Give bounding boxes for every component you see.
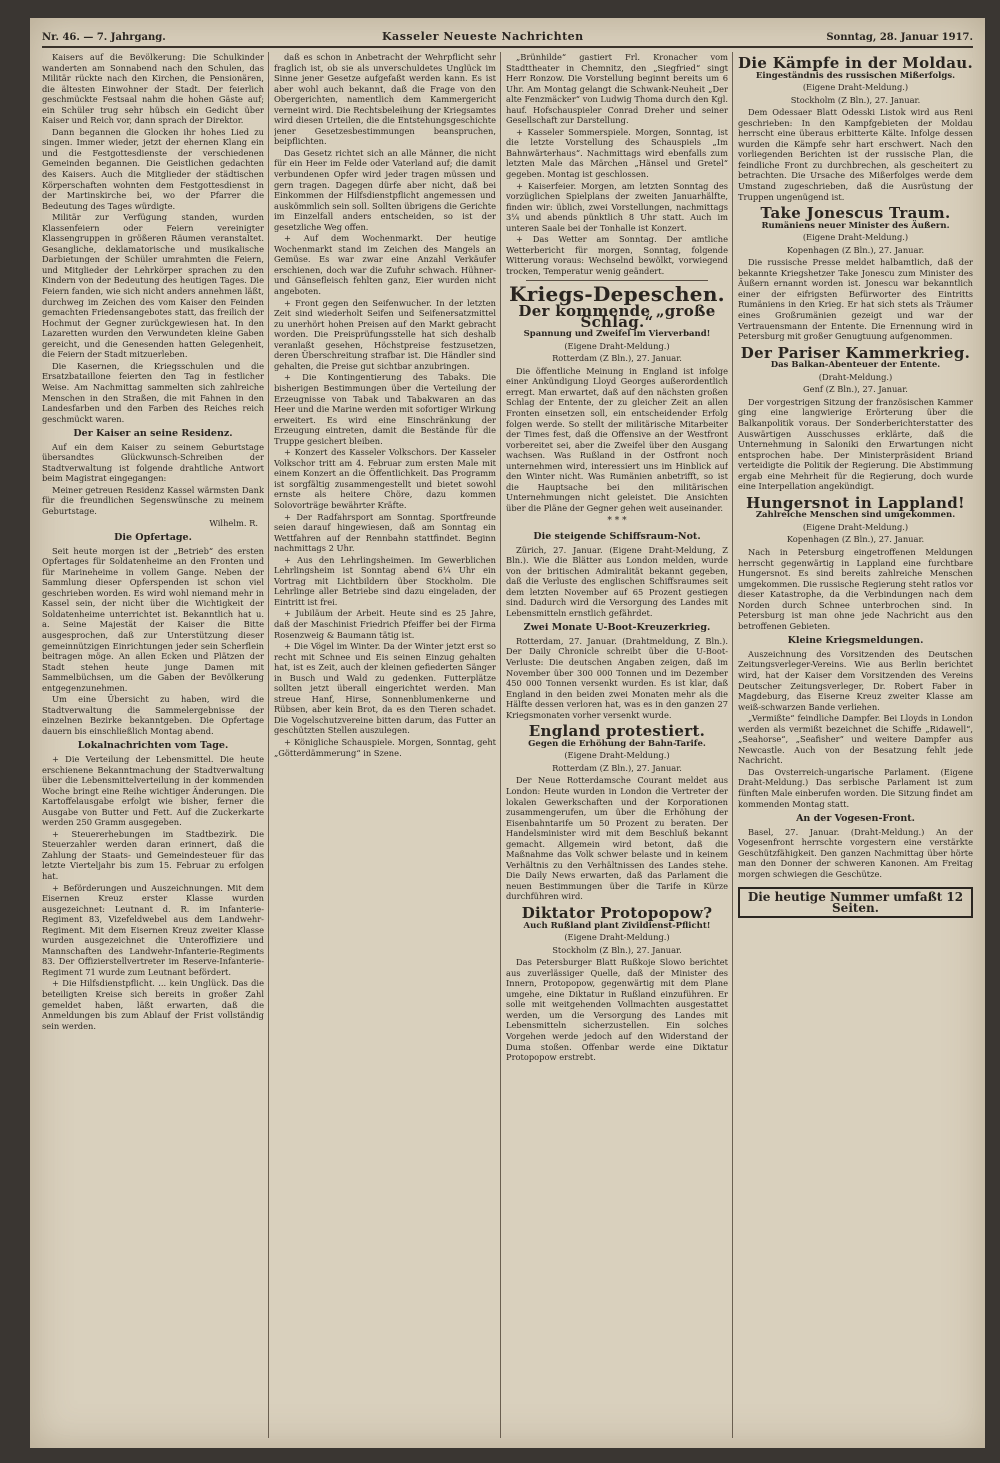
subheadline: Spannung und Zweifel im Vierverband! [523,329,711,340]
headline: Diktator Protopopow? [521,904,713,923]
dateline: Stockholm (Z Bln.), 27. Januar. [790,94,921,105]
subheadline: Eingeständnis des russischen Mißerfolgs. [755,70,956,81]
section-heading: An der Vogesen-Front. [796,813,915,825]
paragraph: Das Gesetz richtet sich an alle Männer, die nicht für ein Heer im Felde oder Vaterland auf; die damit verbundenen Opfer wird jeder tragen müssen und gern tragen. Dagegen dürfe aber nicht, daß bei Einkommen der Hilfsdienstpflicht angemessen und auskömmlich sein soll. Sollten übrigens die Gerichte im Einzelfall anders entscheiden, so ist der gesetzliche Weg offen. [274,147,496,232]
headline: England protestiert. [528,722,706,741]
headline: Der kommende „große Schlag.“ [518,302,716,331]
headline: Take Jonescus Traum. [760,204,951,223]
dateline: Stockholm (Z Bln.), 27. Januar. [552,944,682,955]
paragraph: + Steuererhebungen im Stadtbezirk. Die Steuerzahler werden daran erinnert, daß die Zahlung der Staats- und Gemeindesteuer für das letzte Vierteljahr bis zum 15. Februar zu erfolgen hat. [42,828,264,882]
section-heading: Die Opfertage. [114,532,192,544]
column-1 [42,52,264,1438]
paragraph: + Kaiserfeier. Morgen, am letzten Sonntag des vorzüglichen Spielplans der zweiten Januarhälfte, finden wir: üblich, zwei Vorstellungen, nachmittags 3¼ und abends pünktlich 8 Uhr statt. Auch im unteren Saale bei der Tonhalle ist Konzert. [506,180,728,233]
paragraph: Seit heute morgen ist der „Betrieb“ des ersten Opfertages für Soldatenheime an den Fronten und für Marineheime in vollem Gange. Neben der Sammlung dieser Opferspenden ist schon viel geschrieben worden. Es wird wohl niemand mehr in Kassel sein, der nicht über die Wichtigkeit der Soldatenheime unterrichtet ist. Bekanntlich hat u. a. Seine Majestät der Kaiser die Bitte ausgesprochen, daß zur Unterstützung dieser gemeinnützigen Einrichtungen jeder sein Scherflein beitragen möge. An allen Ecken und Plätzen der Stadt stehen heute junge Damen mit Sammelbüchsen, um die Gaben der Bevölkerung entgegenzunehmen. [42,545,264,693]
paragraph: Dann begannen die Glocken ihr hohes Lied zu singen. Immer wieder, jetzt der ehernen Klang ein und die Festgottesdienste der verschiedenen Gemeinden begannen. Die Geistlichen gedachten des Kaisers. Auch die Mitglieder der städtischen Körperschaften wohnten dem Festgottesdienst in der Martinskirche bei, wo der Pfarrer die Bedeutung des Tages würdigte. [42,126,264,211]
column-rule [268,52,269,1438]
dateline: Rotterdam (Z Bln.), 27. Januar. [552,762,682,773]
paragraph: + Der Radfahrsport am Sonntag. Sportfreunde seien darauf hingewiesen, daß am Sonntag ein Wettfahren auf der Rennbahn stattfindet. Beginn nachmittags 2 Uhr. [274,511,496,554]
subheadline: Zahlreiche Menschen sind umgekommen. [755,510,956,521]
column-2 [274,52,496,1438]
paragraph: + Königliche Schauspiele. Morgen, Sonntag, geht „Götterdämmerung“ in Szene. [274,737,496,758]
quote: Meiner getreuen Residenz Kassel wärmsten Dank für die freundlichen Segenswünsche zu meinem Geburtstage. [42,484,264,516]
masthead [42,26,973,48]
paragraph: + Aus den Lehrlingsheimen. Im Gewerblichen Lehrlingsheim ist Sonntag abend 6¼ Uhr ein Vortrag mit Lichtbildern über Stockholm. Die Lehrlinge aller Betriebe sind dazu eingeladen, der Eintritt ist frei. [274,554,496,607]
separator-stars: * * * [607,516,627,527]
subheadline: Das Balkan-Abenteuer der Entente. [770,360,941,371]
column-rule [732,52,733,1438]
column-rule [500,52,501,1438]
newspaper-title: Kasseler Neueste Nachrichten [382,30,584,43]
source-line: (Eigene Draht-Meldung.) [564,932,670,943]
section-heading: Zwei Monate U-Boot-Kreuzerkrieg. [523,622,711,634]
section-heading: Der Kaiser an seine Residenz. [73,428,233,440]
paragraph: Militär zur Verfügung standen, wurden Klassenfeiern oder Feiern vereinigter Klassengruppen in größeren Räumen veranstaltet. Gesangliche, deklamatorische und musikalische Darbietungen der Schüler umrahmten die Feiern, und Mitglieder der Lehrkörper sprachen zu den Kindern von der Bedeutung des heutigen Tages. Die Feiern fanden, wie sich nicht anders annehmen läßt, durchweg im Zeichen des vom Kaiser den Feinden gemachten Friedensangebotes statt, das freilich der Hochmut der Gegner zurückgewiesen hat. In den Lazaretten wurden den Verwundeten kleine Gaben gereicht, und die Genesenden hatten Gelegenheit, die Feiern der Stadt mitzuerleben. [42,212,264,360]
paragraph: Die öffentliche Meinung in England ist infolge einer Ankündigung Lloyd Georges außerordentlich erregt. Man erwartet, daß auf den nächsten großen Schlag der Entente, der zu gleicher Zeit an allen Fronten einsetzen soll, ein entscheidender Erfolg folgen werde. So stellt der militärische Mitarbeiter der Times fest, daß die Offensive an der Westfront vorbereitet sei, aber die Zweifel über den Ausgang wachsen. Was Rußland in der Ostfront noch unternehmen wird, interessiert uns im Hinblick auf den Winter nicht. Was Rumänien anbetrifft, so ist die Hauptsache bei den militärischen Unternehmungen nicht geleistet. Die Ansichten über die Pläne der Gegner gehen weit auseinander. [506,365,728,513]
signature-text: Wilhelm. R. [209,517,258,528]
paragraph: Rotterdam, 27. Januar. (Drahtmeldung, Z Bln.). Der Daily Chronicle schreibt über die U-Boot-Verluste: Die deutschen Angaben zeigen, daß im November über 300 000 Tonnen und im Dezember 450 000 Tonnen versenkt wurden. Es ist klar, daß England in den beiden zwei Monaten mehr als die Hälfte dessen verloren hat, was es in den ganzen 27 Kriegsmonaten vorher versenkt wurde. [506,635,728,720]
paragraph: + Kasseler Sommerspiele. Morgen, Sonntag, ist die letzte Vorstellung des Schauspiels „Im Bahnwärterhaus“. Nachmittags wird ebenfalls zum letzten Male das Märchen „Hänsel und Gretel“ gegeben. Montag ist geschlossen. [506,126,728,180]
issue-date: Sonntag, 28. Januar 1917. [826,32,973,43]
paragraph: + Die Vögel im Winter. Da der Winter jetzt erst so recht mit Schnee und Eis seinen Einzug gehalten hat, ist es Zeit, auch der kleinen gefiederten Sänger in Busch und Wald zu gedenken. Futterplätze sollten jetzt überall eingerichtet werden. Man streue Hanf, Hirse, Sonnenblumenkerne und Rübsen, aber kein Brot, da es den Tieren schadet. Die Vogelschutzvereine bitten darum, das Futter an geschützten Stellen auszulegen. [274,641,496,736]
headline: Hungersnot in Lappland! [746,493,965,512]
paragraph: Nach in Petersburg eingetroffenen Meldungen herrscht gegenwärtig in Lappland eine furchtbare Hungersnot. Es sind bereits zahlreiche Menschen umgekommen. Die russische Regierung steht ratlos vor dieser Katastrophe, da die Verbindungen nach dem Norden durch Schnee unterbrochen sind. In Petersburg ist man ohne jede Nachricht aus den betroffenen Gebieten. [738,546,973,631]
dateline: Kopenhagen (Z Bln.), 27. Januar. [786,534,925,545]
source-line: (Eigene Draht-Meldung.) [802,82,909,93]
subheadline: Auch Rußland plant Zivildienst-Pflicht! [523,920,711,931]
paragraph: Der Neue Rotterdamsche Courant meldet aus London: Heute wurden in London die Vertreter der lokalen Gewerkschaften und der Korporationen zusammengerufen, um über die Erhöhung der Eisenbahntarife um 50 Prozent zu beraten. Der Handelsminister wird mit dem Beschluß bekannt gemacht. Allgemein wird betont, daß die Maßnahme das Volk schwer belaste und in keinem Verhältnis zu den Verhältnissen des Landes stehe. Die Daily News erwarten, daß das Parlament die neuen Bestimmungen über die Tarife in Kürze durchführen wird. [506,775,728,902]
paragraph: + Beförderungen und Auszeichnungen. Mit dem Eisernen Kreuz erster Klasse wurden ausgezeichnet: Leutnant d. R. im Infanterie-Regiment 83, Vizefeldwebel aus dem Landwehr-Regiment. Mit dem Eisernen Kreuz zweiter Klasse wurden ausgezeichnet die Unteroffiziere und Mannschaften des Landwehr-Infanterie-Regiments 83. Der Offizierstellvertreter im Reserve-Infanterie-Regiment 71 wurde zum Leutnant befördert. [42,882,264,977]
paragraph: + Die Verteilung der Lebensmittel. Die heute erschienene Bekanntmachung der Stadtverwaltung über die Lebensmittelverteilung in der kommenden Woche bringt eine Reihe wichtiger Änderungen. Die Kartoffelausgabe erfolgt wie bisher, ferner die Ausgabe von Butter und Fett. Auf die Zuckerkarte werden 250 Gramm ausgegeben. [42,754,264,828]
section-heading: Die steigende Schiffsraum-Not. [533,530,701,542]
paragraph: Das Ovsterreich-ungarische Parlament. (Eigene Draht-Meldung.) Das serbische Parlament ist zum fünften Male einberufen worden. Die Sitzung findet am kommenden Montag statt. [738,766,973,809]
paragraph: + Konzert des Kasseler Volkschors. Der Kasseler Volkschor tritt am 4. Februar zum ersten Male mit einem Konzert an die Öffentlichkeit. Das Programm ist sorgfältig zusammengestellt und bietet sowohl ernste als heitere Chöre, dazu kommen Solovorträge bewährter Kräfte. [274,447,496,510]
dateline: Rotterdam (Z Bln.), 27. Januar. [552,353,682,364]
paragraph: „Vermißte“ feindliche Dampfer. Bei Lloyds in London werden als vermißt bezeichnet die Schiffe „Ridawell“, „Seahorse“, „Seafisher“ und weitere Dampfer aus Newcastle. Auch von der Besatzung fehlt jede Nachricht. [738,713,973,766]
paragraph: Um eine Übersicht zu haben, wird die Stadtverwaltung die Sammelergebnisse der einzelnen Bezirke bekanntgeben. Die Opfertage dauern bis einschließlich Montag abend. [42,694,264,736]
column-4 [738,52,973,1438]
paragraph: + Die Hilfsdienstpflicht. ... kein Unglück. Das die beteiligten Kreise sich bereits in großer Zahl gemeldet haben, läßt erwarten, daß die Anmeldungen bis zum Ablauf der Frist vollständig sein werden. [42,978,264,1031]
paragraph: Auszeichnung des Vorsitzenden des Deutschen Zeitungsverleger-Vereins. Wie aus Berlin berichtet wird, hat der Kaiser dem Vorsitzenden des Vereins Deutscher Zeitungsverleger, Dr. Robert Faber in Magdeburg, das Eiserne Kreuz zweiter Klasse am weiß-schwarzen Bande verliehen. [738,648,973,712]
paragraph: Das Petersburger Blatt Rußkoje Slowo berichtet aus zuverlässiger Quelle, daß der Minister des Innern, Protopopow, gegenwärtig mit dem Plane umgehe, eine Diktatur in Rußland einzuführen. Er solle mit weitgehenden Vollmachten ausgestattet werden, um die Versorgung des Landes mit Lebensmitteln sicherzustellen. Ein solches Vorgehen werde jedoch auf den Widerstand der Duma stoßen. Offenbar werde eine Diktatur Protopopow erstrebt. [506,957,728,1063]
source-line: (Draht-Meldung.) [818,371,893,382]
section-heading: Lokalnachrichten vom Tage. [77,740,229,752]
paragraph: Basel, 27. Januar. (Draht-Meldung.) An der Vogesenfront herrschte vorgestern eine verstärkte Geschützfähigkeit. Den ganzen Nachmittag über hörte man den Donner der schweren Kanonen. Am Freitag morgen schwiegen die Geschütze. [738,826,973,879]
section-heading: Kleine Kriegsmeldungen. [787,635,924,647]
subheadline: Rumäniens neuer Minister des Äußern. [761,220,950,231]
source-line: (Eigene Draht-Meldung.) [564,340,670,351]
divider [526,280,708,281]
paragraph: + Auf dem Wochenmarkt. Der heutige Wochenmarkt stand im Zeichen des Mangels an Gemüse. Es war zwar eine Anzahl Verkäufer erschienen, doch war die Zufuhr schwach. Hühner- und Gänsefleisch fehlten ganz, Eier wurden nicht angeboten. [274,233,496,297]
paragraph: daß es schon in Anbetracht der Wehrpflicht sehr fraglich ist, ob sie als unverschuldetes Unglück im Sinne jener Gesetze aufgefaßt werden kann. Es ist aber wohl auch bekannt, daß die Frage von den Obergerichten, namentlich dem Kammergericht verneint wird. Die Rechtsbeleihung der Kriegsamtes wird diesen Urteilen, die die Entstehungsgeschichte jener Gesetzesbestimmungen beanspruchen, beipflichten. [274,52,496,147]
source-line: (Eigene Draht-Meldung.) [802,521,909,532]
paragraph: Dem Odessaer Blatt Odesski Listok wird aus Reni geschrieben: In den Kampfgebieten der Moldau herrscht eine überaus erbitterte Kälte. Infolge dessen wurden die Kämpfe sehr hart erschwert. Nach den vorliegenden Berichten ist der russische Plan, die feindliche Front zu durchbrechen, als gescheitert zu betrachten. Die Ursache des Mißerfolges werde dem Umstand zugeschrieben, daß die Ausrüstung der Truppen ungenügend ist. [738,107,973,202]
kriegs-depeschen-heading: Kriegs-Depeschen. [509,282,725,307]
headline: Die Kämpfe in der Moldau. [738,54,973,72]
paragraph: „Brünhilde“ gastiert Frl. Kronacher vom Stadttheater in Chemnitz, den „Siegfried“ singt Herr Ronzow. Die Vorstellung beginnt bereits um 6 Uhr. Am Montag gelangt die Schwank-Neuheit „Der alte Fenzmäcker“ von Ludwig Thoma durch den Kgl. hauf. Hofschauspieler Conrad Dreher und seiner Gesellschaft zur Darstellung. [506,52,728,126]
subheadline: Gegen die Erhöhung der Bahn-Tarife. [528,738,706,749]
paragraph: + Jubiläum der Arbeit. Heute sind es 25 Jahre, daß der Maschinist Friedrich Pfeiffer bei der Firma Rosenzweig & Baumann tätig ist. [274,608,496,640]
paragraph: Die Kasernen, die Kriegsschulen und die Ersatzbataillone feierten den Tag in festlicher Weise. Am Nachmittag sammelten sich zahlreiche Menschen in den Straßen, die mit Fahnen in den Landesfarben und den Farben des Reiches reich geschmückt waren. [42,360,264,424]
source-line: (Eigene Draht-Meldung.) [564,750,670,761]
column-3 [506,52,728,1438]
paragraph: Der vorgestrigen Sitzung der französischen Kammer ging eine langwierige Erörterung über die Balkanpolitik voraus. Der Sonderberichterstatter des Auswärtigen Ausschusses erklärte, daß die Unternehmung in Saloniki den Erwartungen nicht entsprochen habe. Der Ministerpräsident Briand verteidigte die Politik der Regierung. Die Abstimmung ergab eine Mehrheit für die Regierung, doch wurde eine Interpellation angekündigt. [738,396,973,492]
paragraph: + Front gegen den Seifenwucher. In der letzten Zeit sind wiederholt Seifen und Seifenersatzmittel zu unerhört hohen Preisen auf den Markt gebracht worden. Die Preisprüfungsstelle hat sich deshalb veranlaßt gesehen, Höchstpreise festzusetzen, deren Überschreitung strafbar ist. Die Händler sind gehalten, die Preise gut sichtbar anzubringen. [274,297,496,371]
paragraph: + Das Wetter am Sonntag. Der amtliche Wetterbericht für morgen, Sonntag, folgende Witterung voraus: Wechselnd bewölkt, vorwiegend trocken, Temperatur wenig geändert. [506,234,728,276]
source-line: (Eigene Draht-Meldung.) [802,232,909,243]
newspaper-page [30,18,985,1448]
paragraph: Auf ein dem Kaiser zu seinem Geburtstage übersandtes Glückwunsch-Schreiben der Stadtverwaltung ist folgende drahtliche Antwort beim Magistrat eingegangen: [42,441,264,484]
paragraph: + Die Kontingentierung des Tabaks. Die bisherigen Bestimmungen über die Verteilung der Erzeugnisse von Tabak und Tabakwaren an das Heer und die Marine werden mit sofortiger Wirkung erweitert. Es wird eine Einschränkung der Erzeugung eintreten, damit die Bestände für die Truppe gesichert bleiben. [274,372,496,446]
paragraph: Kaisers auf die Bevölkerung: Die Schulkinder wanderten am Sonnabend nach den Schulen, das Militär rückte nach den Kirchen, die Pensionären, die ältesten Einwohner der Stadt. Der feierlich geschmückte Festsaal nahm die hohen Gäste auf; ein Schüler trug sehr hübsch ein Gedicht über Kaiser und Reich vor, dann sprach der Direktor. [42,52,264,126]
paragraph: Zürich, 27. Januar. (Eigene Draht-Meldung, Z Bln.). Wie die Blätter aus London melden, wurde von der britischen Admiralität bekannt gegeben, daß die Verluste des englischen Schiffsraumes seit dem letzten November auf 65 Prozent gestiegen sind. Dadurch wird die Versorgung des Landes mit Lebensmitteln ernstlich gefährdet. [506,544,728,618]
headline: Der Pariser Kammerkrieg. [740,343,971,362]
page-count-box: Die heutige Nummer umfaßt 12 Seiten. [738,887,973,918]
paragraph: Die russische Presse meldet halbamtlich, daß der bekannte Kriegshetzer Take Jonescu zum Minister des Äußern ernannt worden ist. Jonescu war bekanntlich einer der eifrigsten Befürworter des Eintritts Rumäniens in den Krieg. Er hat sich stets als Träumer eines Großrumänien gezeigt und war der Vertrauensmann der Entente. Die Ernennung wird in Petersburg mit großer Genugtuung aufgenommen. [738,257,973,342]
issue-number: Nr. 46. — 7. Jahrgang. [42,32,166,43]
dateline: Genf (Z Bln.), 27. Januar. [803,384,908,395]
dateline: Kopenhagen (Z Bln.), 27. Januar. [786,244,925,255]
